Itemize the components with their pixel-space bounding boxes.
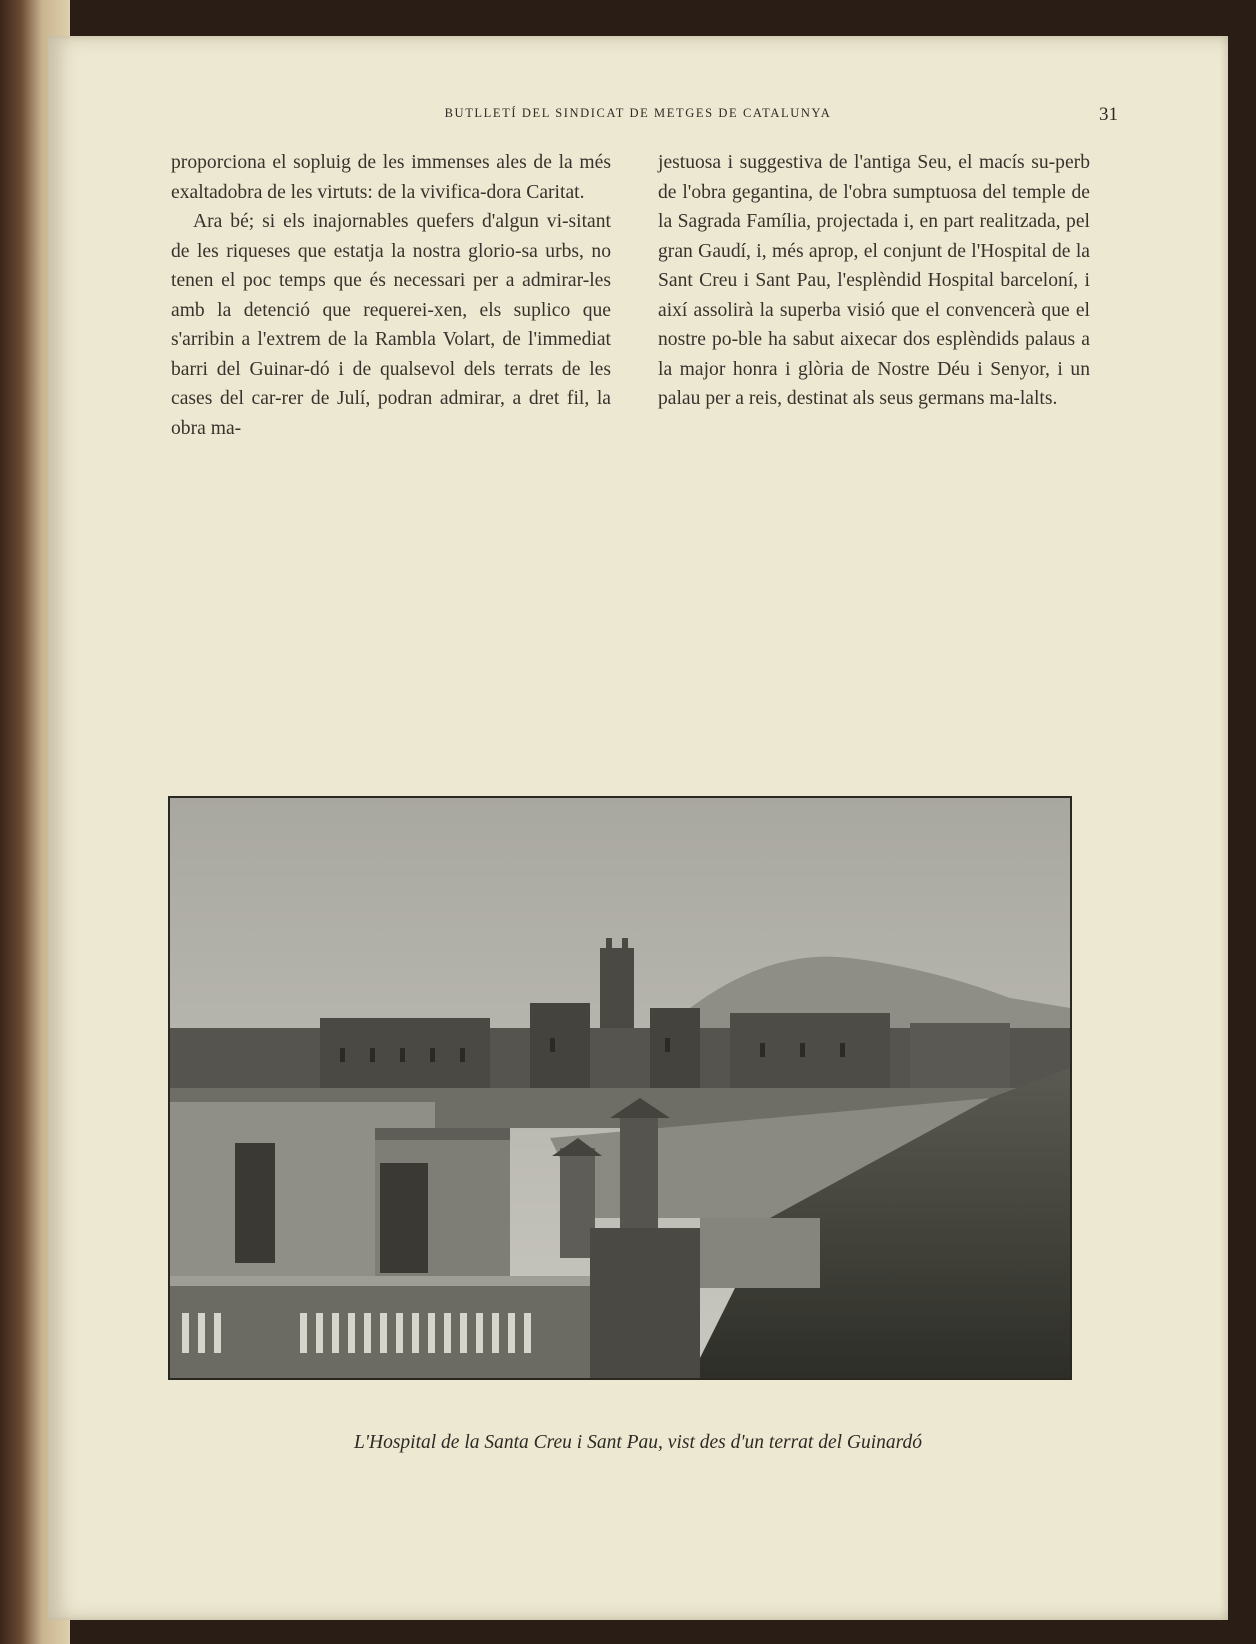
text-column-left (171, 148, 611, 443)
page-number: 31 (1099, 104, 1118, 125)
photograph-icon (170, 798, 1070, 1378)
text-column-right (658, 148, 1090, 414)
figure-caption: L'Hospital de la Santa Creu i Sant Pau, vist des d'un terrat del Guinardó (353, 1432, 923, 1453)
paragraph: Ara bé; si els inajornables quefers d'algun vi-sitant de les riqueses que estatja la nostra glorio-sa urbs, no tenen el poc temps que és necessari per a admirar-les amb la detenció que requerei-xen, els suplico que s'arribin a l'extrem de la Rambla Volart, de l'immediat barri del Guinar-dó i de qualsevol dels terrats de les cases del car-rer de Julí, podran admirar, a dret fil, la obra ma- (171, 211, 611, 439)
photograph (168, 796, 1072, 1380)
paragraph: jestuosa i suggestiva de l'antiga Seu, el macís su-perb de l'obra gegantina, de l'obra sumptuosa del temple de la Sagrada Família, projectada i, en part realitzada, pel gran Gaudí, i, més aprop, el conjunt de l'Hospital de la Sant Creu i Sant Pau, l'esplèndid Hospital barceloní, i així assolirà la superba visió que el convencerà que el nostre po-ble ha sabut aixecar dos esplèndids palaus a la major honra i glòria de Nostre Déu i Senyor, i un palau per a reis, destinat als seus germans ma-lalts. (658, 152, 1090, 409)
book-page (48, 36, 1228, 1620)
running-title: BUTLLETÍ DEL SINDICAT DE METGES DE CATALUNYA (444, 106, 832, 120)
paragraph: proporciona el sopluig de les immenses ales de la més exaltadobra de les virtuts: de la vivifica-dora Caritat. (171, 152, 611, 203)
